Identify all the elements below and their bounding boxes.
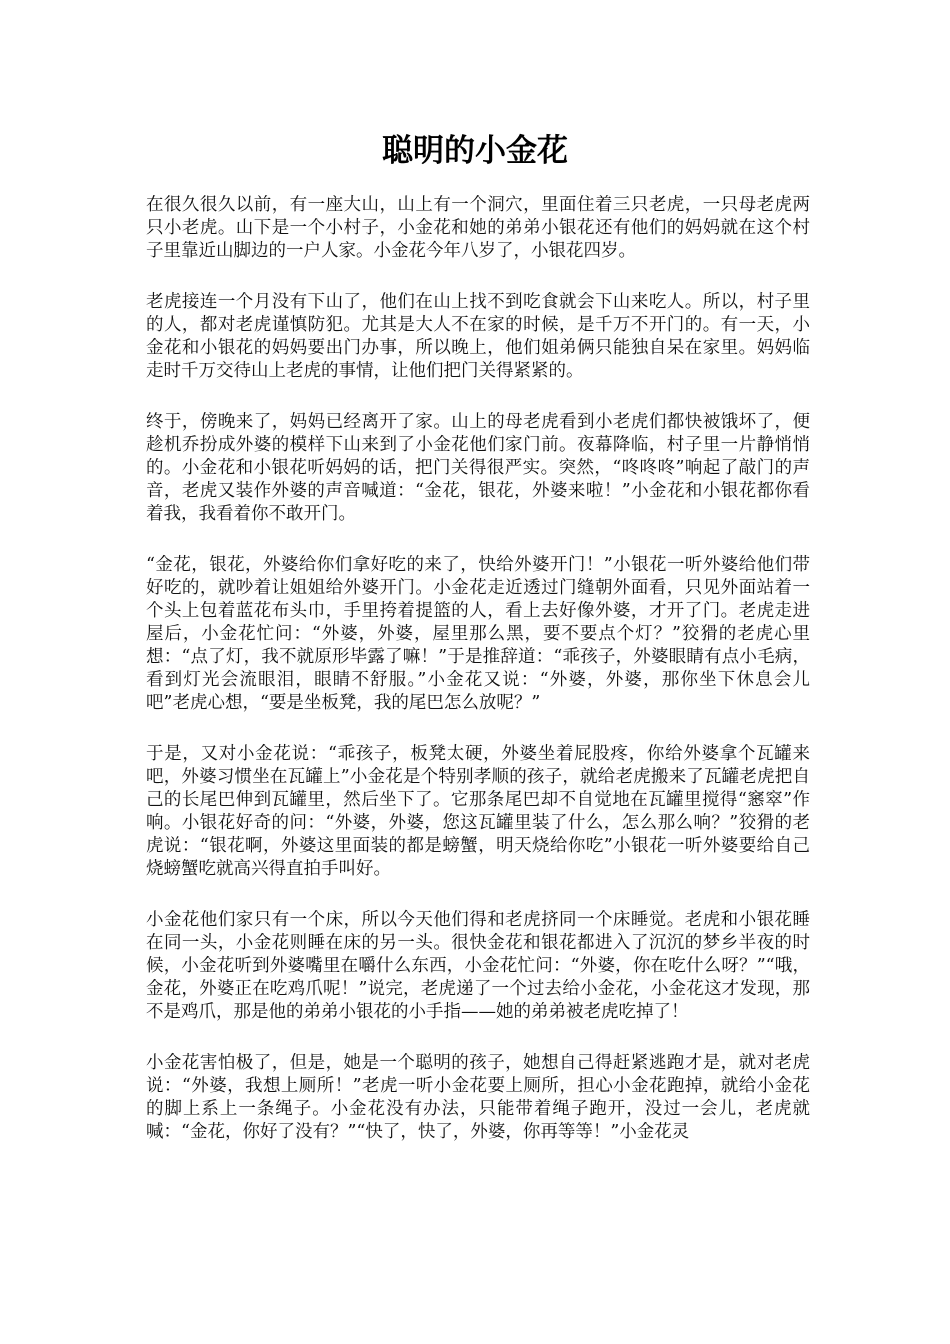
paragraph-1: 在很久很久以前，有一座大山，山上有一个洞穴，里面住着三只老虎，一只母老虎两只小老虎。山下是一个小村子，小金花和她的弟弟小银花还有他们的妈妈就在这个村子里靠近山脚边的一户人家。小金花今年八岁了，小银花四岁。 — [146, 195, 810, 261]
paragraph-5: 于是，又对小金花说：“乖孩子，板凳太硬，外婆坐着屁股疼，你给外婆拿个瓦罐来吧，外婆习惯坐在瓦罐上”小金花是个特别孝顺的孩子，就给老虎搬来了瓦罐老虎把自己的长尾巴伸到瓦罐里，然后坐下了。它那条尾巴却不自觉地在瓦罐里搅得“窸窣”作响。小银花好奇的问：“外婆，外婆，您这瓦罐里装了什么，怎么那么响？”狡猾的老虎说：“银花啊，外婆这里面装的都是螃蟹，明天烧给你吃”小银花一听外婆要给自己烧螃蟹吃就高兴得直拍手叫好。 — [146, 744, 810, 879]
paragraph-6: 小金花他们家只有一个床，所以今天他们得和老虎挤同一个床睡觉。老虎和小银花睡在同一头，小金花则睡在床的另一头。很快金花和银花都进入了沉沉的梦乡半夜的时候，小金花听到外婆嘴里在嚼什么东西，小金花忙问：“外婆，你在吃什么呀？”“哦，金花，外婆正在吃鸡爪呢！”说完，老虎递了一个过去给小金花，小金花这才发现，那不是鸡爪，那是他的弟弟小银花的小手指——她的弟弟被老虎吃掉了！ — [146, 910, 810, 1022]
paragraph-2: 老虎接连一个月没有下山了，他们在山上找不到吃食就会下山来吃人。所以，村子里的人，都对老虎谨慎防犯。尤其是大人不在家的时候，是千万不开门的。有一天，小金花和小银花的妈妈要出门办事，所以晚上，他们姐弟俩只能独自呆在家里。妈妈临走时千万交待山上老虎的事情，让他们把门关得紧紧的。 — [146, 292, 810, 381]
paragraph-7: 小金花害怕极了，但是，她是一个聪明的孩子，她想自己得赶紧逃跑才是，就对老虎说：“外婆，我想上厕所！”老虎一听小金花要上厕所，担心小金花跑掉，就给小金花的脚上系上一条绳子。小金花没有办法，只能带着绳子跑开，没过一会儿，老虎就喊：“金花，你好了没有？”“快了，快了，外婆，你再等等！”小金花灵 — [146, 1053, 810, 1142]
document-body — [146, 194, 810, 1172]
document-title: 聪明的小金花 — [382, 133, 568, 169]
paragraph-3: 终于，傍晚来了，妈妈已经离开了家。山上的母老虎看到小老虎们都快被饿坏了，便趁机乔扮成外婆的模样下山来到了小金花他们家门前。夜幕降临，村子里一片静悄悄的。小金花和小银花听妈妈的话，把门关得很严实。突然，“咚咚咚”响起了敲门的声音，老虎又装作外婆的声音喊道：“金花，银花，外婆来啦！”小金花和小银花都你看着我，我看着你不敢开门。 — [146, 412, 810, 524]
paragraph-4: “金花，银花，外婆给你们拿好吃的来了，快给外婆开门！”小银花一听外婆给他们带好吃的，就吵着让姐姐给外婆开门。小金花走近透过门缝朝外面看，只见外面站着一个头上包着蓝花布头巾，手里挎着提篮的人，看上去好像外婆，才开了门。老虎走进屋后，小金花忙问：“外婆，外婆，屋里那么黑，要不要点个灯？”狡猾的老虎心里想：“点了灯，我不就原形毕露了嘛！”于是推辞道：“乖孩子，外婆眼睛有点小毛病，看到灯光会流眼泪，眼睛不舒服。”小金花又说：“外婆，外婆，那你坐下休息会儿吧”老虎心想，“要是坐板凳，我的尾巴怎么放呢？” — [146, 555, 810, 713]
